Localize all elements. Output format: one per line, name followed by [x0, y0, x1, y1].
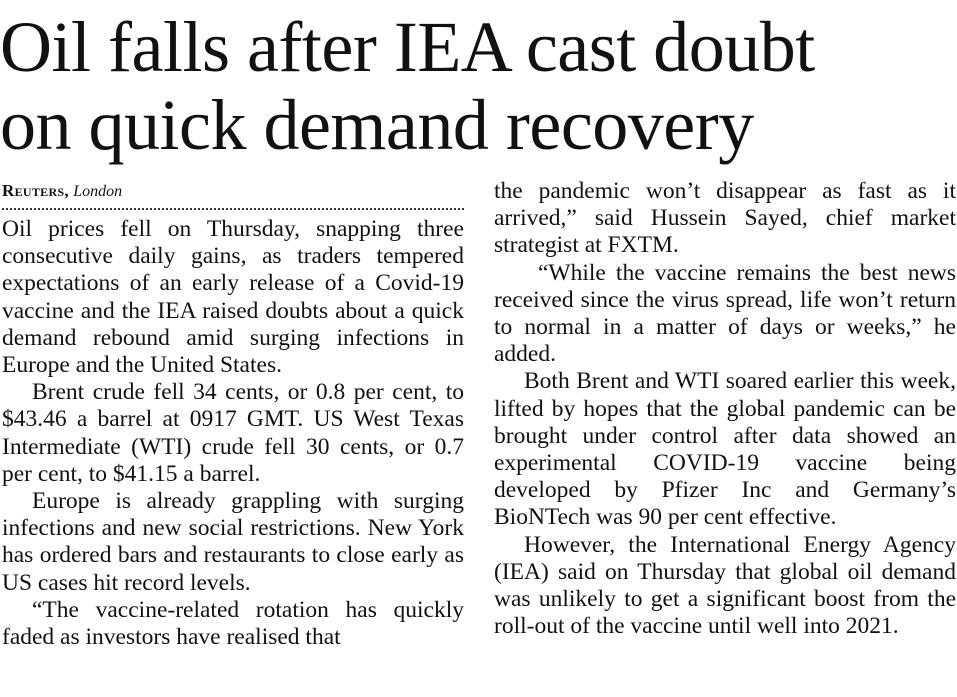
paragraph: However, the International Energy Agency (IEA) said on Thursday that global oil demand was unlikely to get a significant boost from the roll-out of the vaccine until well into 2021. — [494, 531, 956, 640]
byline-divider — [2, 208, 464, 210]
article-column-right — [494, 178, 956, 640]
headline-line-2: on quick demand recovery — [0, 85, 754, 165]
paragraph: Europe is already grappling with surging infections and new social restrictions. New York has ordered bars and restaurants to close early as US cases hit record levels. — [2, 488, 464, 596]
paragraph: Brent crude fell 34 cents, or 0.8 per cent, to $43.46 a barrel at 0917 GMT. US West Texas Intermediate (WTI) crude fell 30 cents, or 0.7 per cent, to $41.15 a barrel. — [2, 379, 464, 487]
byline-agency: Reuters, — [2, 181, 69, 200]
paragraph: Oil prices fell on Thursday, snapping three consecutive daily gains, as traders tempered expectations of an early release of a Covid-19 vaccine and the IEA raised doubts about a quick demand rebound amid surging infections in Europe and the United States. — [2, 216, 464, 379]
paragraph: “The vaccine-related rotation has quickly faded as investors have realised that — [2, 596, 464, 651]
paragraph: Both Brent and WTI soared earlier this week, lifted by hopes that the global pandemic can be brought under control after data showed an experimental COVID-19 vaccine being developed by Pfizer Inc and Germany’s BioNTech was 90 per cent effective. — [494, 368, 956, 531]
headline-line-1: Oil falls after IEA cast doubt — [0, 7, 815, 87]
byline-location: London — [73, 183, 123, 200]
headline — [0, 8, 957, 164]
paragraph: “While the vaccine remains the best news received since the virus spread, life won’t return to normal in a matter of days or weeks,” he added. — [494, 259, 956, 368]
article-column-left — [2, 180, 464, 651]
byline — [2, 180, 464, 208]
paragraph: the pandemic won’t disappear as fast as it arrived,” said Hussein Sayed, chief market strategist at FXTM. — [494, 178, 956, 259]
